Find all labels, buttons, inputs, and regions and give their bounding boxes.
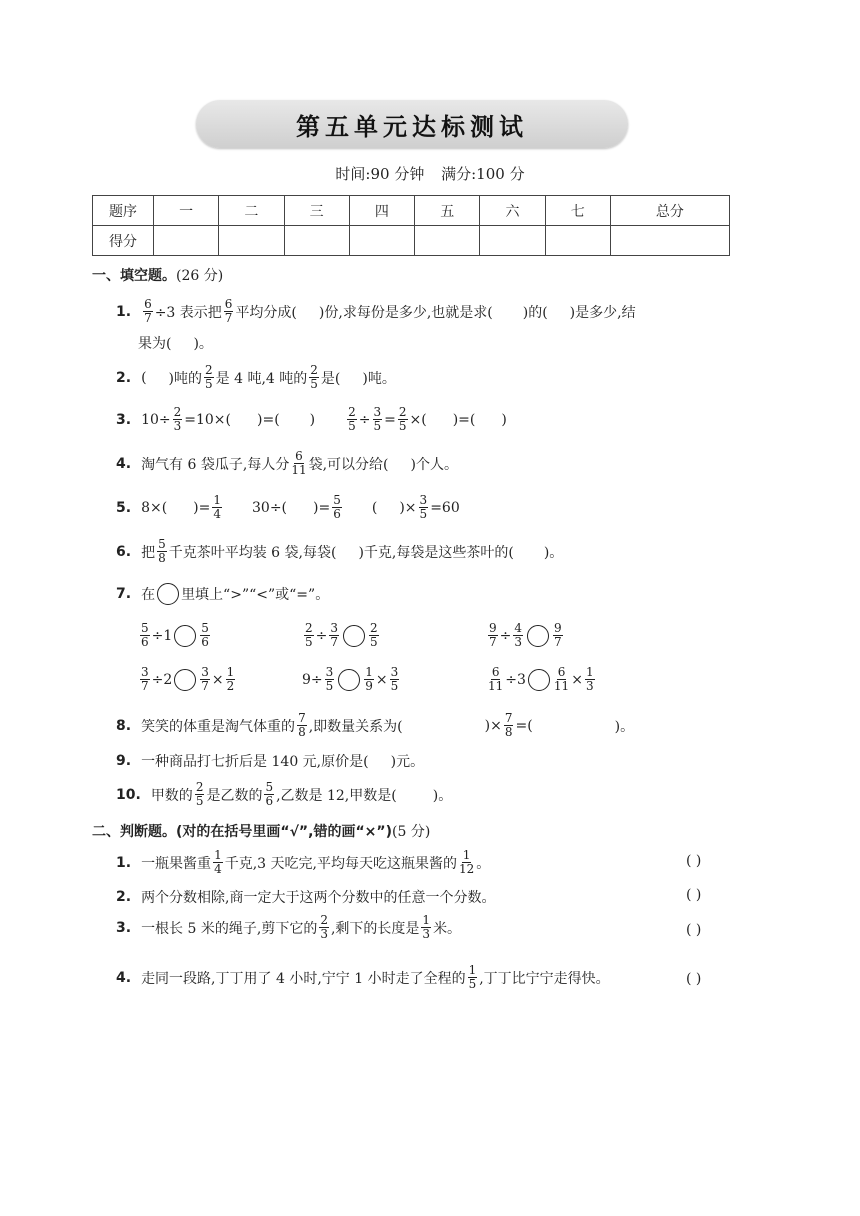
question-8	[116, 712, 634, 739]
question-text: )=	[193, 499, 211, 516]
judge-2	[116, 887, 496, 907]
denominator: 11	[553, 679, 570, 693]
fraction	[504, 712, 514, 739]
denominator: 5	[398, 419, 407, 433]
fraction	[373, 406, 383, 433]
question-text: )个人。	[410, 456, 458, 473]
compare-circle[interactable]	[343, 625, 365, 647]
score-table-cell: 三	[284, 196, 349, 226]
fraction	[140, 666, 150, 693]
denominator: 5	[370, 635, 378, 649]
question-text: )	[309, 411, 316, 428]
denominator: 5	[305, 635, 313, 649]
question-2	[116, 364, 396, 391]
operator: ÷1	[151, 627, 173, 644]
denominator: 6	[201, 635, 209, 649]
fraction	[513, 622, 523, 649]
score-table-cell: 一	[154, 196, 219, 226]
numerator: 9	[554, 621, 562, 635]
operator: ÷	[499, 627, 512, 644]
fraction	[200, 666, 210, 693]
denominator: 6	[265, 794, 274, 808]
question-text: 两个分数相除,商一定大于这两个分数中的任意一个分数。	[141, 890, 496, 906]
question-text: 10÷	[141, 411, 171, 428]
operator: ×	[211, 671, 224, 688]
question-text: )。	[614, 718, 635, 735]
denominator: 3	[320, 927, 328, 941]
fraction	[200, 622, 210, 649]
question-text: 千克,3 天吃完,平均每天吃这瓶果酱的	[224, 855, 457, 872]
compare-circle[interactable]	[338, 669, 360, 691]
question-text: ,即数量关系为(	[308, 718, 403, 735]
question-text: ,剩下的长度是	[330, 920, 420, 937]
question-text: 笑笑的体重是淘气体重的	[141, 718, 296, 735]
fraction	[488, 622, 498, 649]
fraction	[459, 849, 474, 876]
denominator: 11	[291, 463, 307, 477]
question-number: 1.	[116, 854, 132, 871]
denominator: 9	[365, 679, 373, 693]
operator: ÷	[315, 627, 328, 644]
question-1-cont	[138, 333, 213, 353]
fraction	[421, 914, 431, 941]
fraction	[468, 964, 478, 991]
numerator: 9	[489, 621, 497, 635]
score-table-cell: 五	[415, 196, 480, 226]
question-number: 6.	[116, 543, 132, 560]
fraction	[347, 406, 357, 433]
numerator: 3	[330, 621, 339, 635]
score-table	[92, 195, 730, 256]
numerator: 6	[224, 297, 233, 311]
question-text: )×	[399, 499, 417, 516]
score-table-cell: 二	[219, 196, 284, 226]
question-text: 是(	[320, 370, 341, 387]
question-number: 9.	[116, 753, 132, 769]
numerator: 5	[265, 780, 274, 794]
denominator: 5	[195, 794, 204, 808]
answer-parentheses[interactable]: ( )	[686, 853, 702, 869]
numerator: 4	[514, 621, 523, 635]
compare-circle[interactable]	[174, 669, 196, 691]
numerator: 2	[173, 405, 182, 419]
fraction	[488, 666, 503, 693]
fraction	[213, 849, 223, 876]
section-heading-true-false	[92, 821, 430, 841]
numerator: 1	[422, 913, 431, 927]
score-table-cell: 题序	[93, 196, 154, 226]
numerator: 1	[365, 665, 373, 679]
title-banner	[196, 100, 628, 148]
numerator: 1	[462, 848, 471, 862]
question-1	[116, 298, 636, 325]
numerator: 1	[468, 963, 477, 977]
numerator: 5	[141, 621, 149, 635]
question-text: )吨。	[362, 370, 396, 387]
operator: ×	[375, 671, 388, 688]
score-table-cell: 六	[480, 196, 545, 226]
page-title: 第五单元达标测试	[296, 112, 528, 141]
section-title: 一、填空题。	[92, 268, 176, 284]
score-table-cell: 总分	[610, 196, 729, 226]
question-number: 3.	[116, 411, 132, 428]
denominator: 7	[201, 679, 209, 693]
fraction	[212, 494, 222, 521]
denominator: 8	[158, 551, 166, 565]
question-text: 一种商品打七折后是 140 元,原价是(	[141, 754, 369, 770]
fraction	[173, 406, 183, 433]
question-text: )份,求每份是多少,也就是求(	[318, 304, 493, 321]
question-text: 一根长 5 米的绳子,剪下它的	[141, 920, 318, 937]
compare-item	[138, 622, 212, 649]
numerator: 2	[305, 621, 313, 635]
fraction	[224, 298, 234, 325]
denominator: 3	[173, 419, 182, 433]
denominator: 3	[422, 927, 431, 941]
exam-full-score: 满分:100 分	[441, 165, 525, 183]
numerator: 5	[158, 537, 166, 551]
fraction	[304, 622, 314, 649]
question-text: )。	[543, 544, 564, 561]
denominator: 2	[226, 679, 235, 693]
denominator: 11	[488, 679, 504, 693]
denominator: 12	[458, 862, 475, 876]
denominator: 5	[205, 377, 213, 391]
compare-item	[486, 666, 597, 693]
compare-item	[302, 622, 381, 649]
score-input-cell[interactable]	[349, 226, 414, 256]
numerator: 2	[370, 621, 378, 635]
question-text: )元。	[390, 754, 425, 770]
numerator: 3	[390, 665, 399, 679]
question-text: 是乙数的	[206, 787, 263, 804]
question-text: (	[141, 369, 147, 386]
denominator: 5	[325, 679, 334, 693]
denominator: 5	[390, 679, 399, 693]
compare-circle[interactable]	[527, 625, 549, 647]
fraction	[204, 364, 214, 391]
numerator: 5	[201, 621, 209, 635]
question-number: 3.	[116, 919, 132, 936]
fraction	[291, 450, 306, 477]
fraction	[585, 666, 595, 693]
denominator: 5	[468, 977, 477, 991]
question-text: )是多少,结	[569, 304, 636, 321]
question-text: )	[501, 411, 507, 428]
numerator: 6	[295, 449, 303, 463]
denominator: 7	[224, 311, 233, 325]
question-number: 4.	[116, 969, 132, 986]
fraction	[143, 298, 153, 325]
exam-meta	[0, 163, 860, 184]
question-text: 果为(	[138, 336, 172, 352]
question-3	[116, 406, 507, 433]
fraction	[553, 622, 563, 649]
numerator: 2	[320, 913, 328, 927]
question-5	[116, 494, 460, 521]
numerator: 1	[213, 493, 222, 507]
numerator: 7	[504, 711, 513, 725]
numerator: 3	[373, 405, 382, 419]
operator: ÷2	[151, 671, 173, 688]
score-table-cell: 七	[545, 196, 610, 226]
numerator: 6	[491, 665, 500, 679]
score-input-cell[interactable]	[480, 226, 545, 256]
question-text: ,乙数是 12,甲数是(	[276, 787, 397, 804]
score-input-cell[interactable]	[284, 226, 349, 256]
judge-3	[116, 914, 461, 941]
numerator: 2	[398, 405, 407, 419]
numerator: 1	[226, 665, 235, 679]
question-number: 2.	[116, 369, 132, 386]
numerator: 2	[195, 780, 204, 794]
fraction	[297, 712, 307, 739]
numerator: 6	[557, 665, 566, 679]
question-number: 7.	[116, 586, 132, 602]
denominator: 5	[373, 419, 382, 433]
answer-parentheses[interactable]: ( )	[686, 971, 702, 987]
fraction	[554, 666, 569, 693]
denominator: 5	[419, 507, 428, 521]
question-text: )吨的	[168, 370, 202, 387]
fraction	[195, 781, 205, 808]
section-points: (26 分)	[176, 268, 224, 284]
score-input-cell[interactable]	[219, 226, 284, 256]
compare-circle[interactable]	[174, 625, 196, 647]
question-text: ÷3 表示把	[154, 304, 222, 321]
fraction	[157, 538, 167, 565]
numerator: 3	[201, 665, 209, 679]
numerator: 3	[141, 665, 149, 679]
denominator: 4	[214, 862, 222, 876]
score-input-cell[interactable]	[154, 226, 219, 256]
compare-item	[302, 666, 401, 693]
section-heading-fill-blank	[92, 265, 223, 285]
denominator: 7	[141, 679, 149, 693]
question-text: 把	[141, 544, 156, 561]
question-9	[116, 751, 424, 771]
numerator: 5	[333, 493, 341, 507]
question-text: )。	[193, 336, 213, 352]
question-text: 在	[141, 587, 156, 603]
numerator: 3	[419, 493, 428, 507]
fraction	[264, 781, 274, 808]
question-number: 10.	[116, 786, 141, 803]
compare-item	[486, 622, 565, 649]
question-10	[116, 781, 452, 808]
question-text: 。	[476, 855, 491, 872]
question-6	[116, 538, 563, 565]
denominator: 7	[144, 311, 152, 325]
question-text: )。	[432, 787, 453, 804]
question-4	[116, 450, 458, 477]
numerator: 7	[298, 711, 306, 725]
question-text: 一瓶果酱重	[141, 855, 212, 872]
numerator: 1	[214, 848, 222, 862]
question-text: ×(	[409, 411, 427, 428]
question-text: )=(	[257, 411, 280, 428]
question-text: ,丁丁比宁宁走得快。	[479, 970, 610, 987]
question-text: 8×(	[141, 499, 168, 516]
denominator: 8	[504, 725, 513, 739]
judge-1	[116, 849, 490, 876]
question-text: 米。	[433, 920, 462, 937]
denominator: 6	[141, 635, 149, 649]
question-text: =(	[515, 717, 533, 734]
question-number: 5.	[116, 499, 132, 516]
answer-parentheses[interactable]: ( )	[686, 922, 702, 938]
question-text: 是 4 吨,4 吨的	[215, 370, 308, 387]
question-text: =	[384, 411, 396, 428]
operator: 9÷	[302, 671, 323, 688]
score-table-score-row	[93, 226, 730, 256]
denominator: 7	[489, 635, 497, 649]
question-text: )=	[313, 499, 331, 516]
compare-circle[interactable]	[528, 669, 550, 691]
fraction	[329, 622, 339, 649]
question-text: =60	[430, 499, 460, 516]
score-table-cell: 四	[349, 196, 414, 226]
section-title: 二、判断题。(对的在括号里画“√”,错的画“×”)	[92, 824, 392, 840]
question-number: 8.	[116, 717, 132, 734]
operator: ×	[571, 671, 583, 688]
operator: ÷3	[505, 671, 526, 688]
fraction	[364, 666, 374, 693]
denominator: 8	[298, 725, 306, 739]
numerator: 3	[325, 665, 334, 679]
numerator: 2	[205, 363, 213, 377]
question-text: =10×(	[184, 411, 231, 428]
fraction	[398, 406, 408, 433]
denominator: 3	[585, 679, 594, 693]
numerator: 2	[348, 405, 356, 419]
numerator: 6	[144, 297, 152, 311]
question-text: (	[371, 499, 378, 516]
question-text: 平均分成(	[235, 304, 297, 321]
score-table-header-row	[93, 196, 730, 226]
question-text: )=(	[452, 411, 476, 428]
fraction	[390, 666, 400, 693]
fraction	[325, 666, 335, 693]
question-number: 4.	[116, 455, 132, 472]
exam-time: 时间:90 分钟	[335, 165, 425, 183]
denominator: 4	[213, 507, 222, 521]
section-points: (5 分)	[392, 824, 431, 840]
question-text: 袋,可以分给(	[308, 456, 389, 473]
question-text: )千克,每袋是这些茶叶的(	[358, 544, 514, 561]
fraction	[309, 364, 319, 391]
compare-item	[138, 666, 237, 693]
score-input-cell[interactable]	[415, 226, 480, 256]
denominator: 3	[514, 635, 523, 649]
fraction	[140, 622, 150, 649]
answer-parentheses[interactable]: ( )	[686, 887, 702, 903]
score-table-row-label: 得分	[93, 226, 154, 256]
circle-icon	[157, 583, 179, 605]
question-text: 走同一段路,丁丁用了 4 小时,宁宁 1 小时走了全程的	[141, 970, 466, 987]
question-text: 淘气有 6 袋瓜子,每人分	[141, 456, 290, 473]
question-text: 里填上“>”“<”或“=”。	[181, 587, 330, 603]
denominator: 5	[348, 419, 356, 433]
fraction	[419, 494, 429, 521]
numerator: 2	[310, 363, 318, 377]
fraction	[319, 914, 329, 941]
question-text: )的(	[522, 304, 548, 321]
question-number: 2.	[116, 889, 132, 905]
question-text: )×	[484, 717, 502, 734]
numerator: 1	[585, 665, 594, 679]
question-text: 千克茶叶平均装 6 袋,每袋(	[168, 544, 337, 561]
question-7	[116, 583, 329, 605]
denominator: 6	[333, 507, 341, 521]
score-input-cell[interactable]	[610, 226, 729, 256]
score-input-cell[interactable]	[545, 226, 610, 256]
question-text: 甲数的	[150, 787, 193, 804]
denominator: 7	[330, 635, 339, 649]
question-number: 1.	[116, 303, 132, 320]
fraction	[369, 622, 379, 649]
judge-4	[116, 964, 610, 991]
question-text: ÷	[358, 411, 371, 428]
fraction	[332, 494, 342, 521]
question-text: 30÷(	[252, 499, 288, 516]
fraction	[226, 666, 236, 693]
denominator: 5	[310, 377, 318, 391]
denominator: 7	[554, 635, 562, 649]
